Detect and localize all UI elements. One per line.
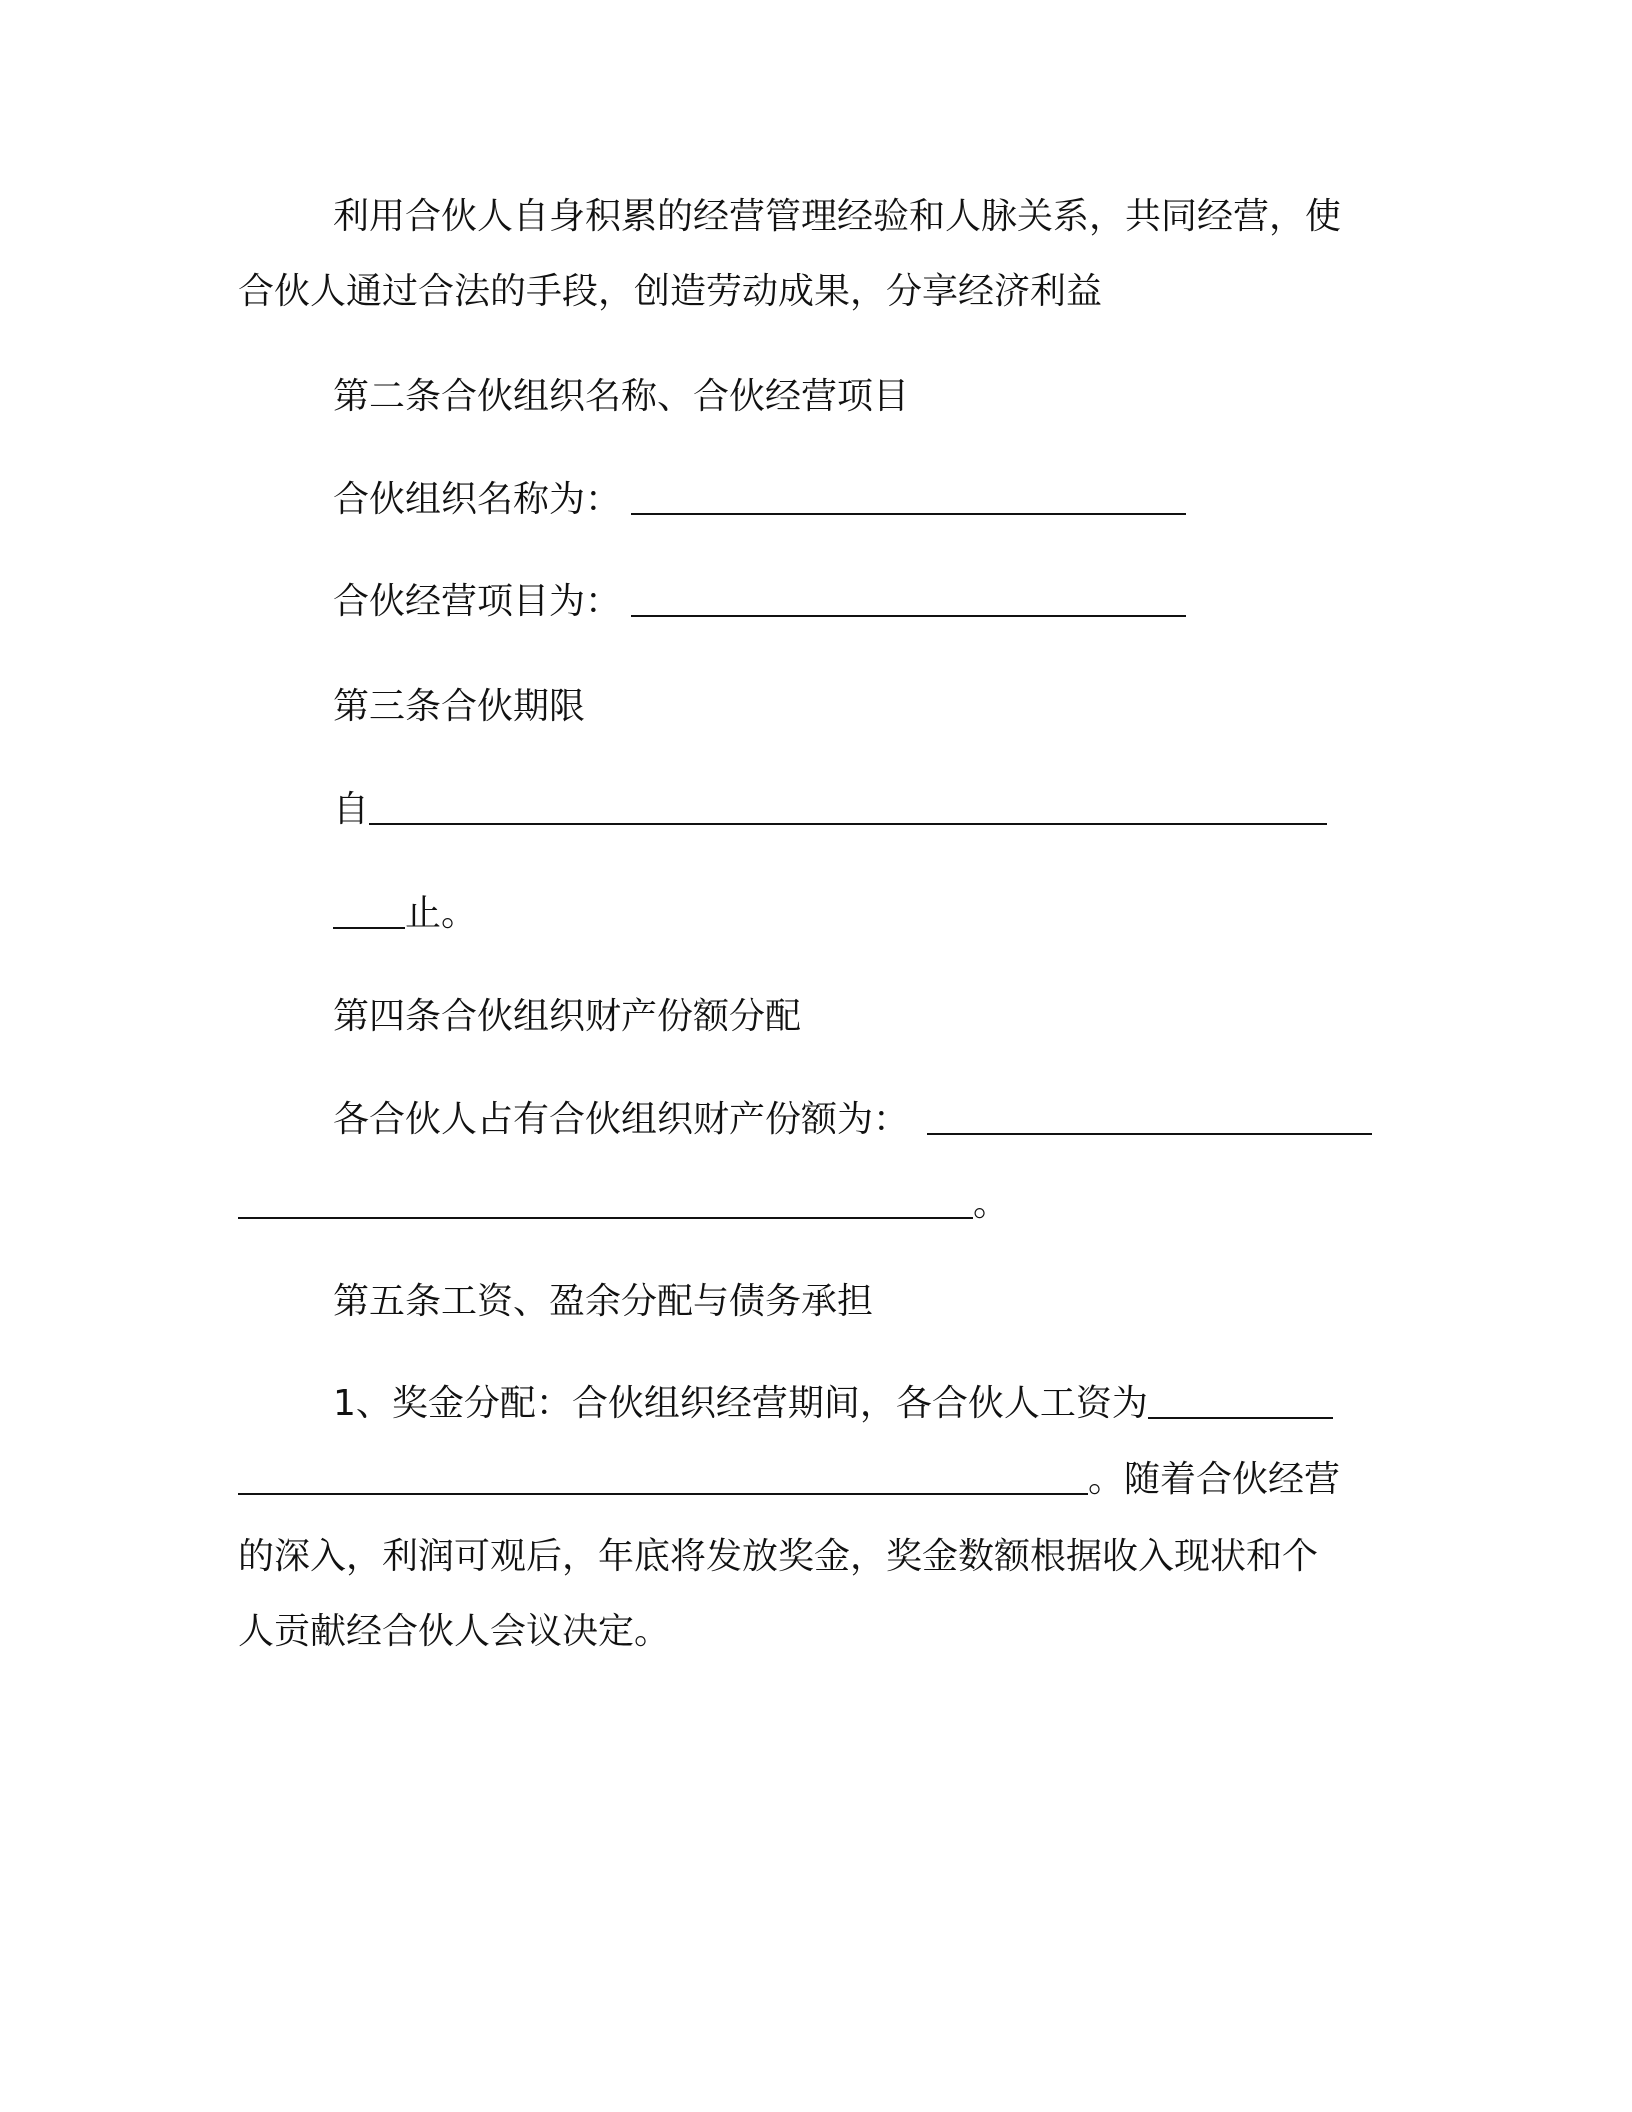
bonus-label: 1、奖金分配：合伙组织经营期间，各合伙人工资为 (333, 1383, 1148, 1424)
share-line-2 (238, 1182, 1009, 1226)
bonus-line-1 (333, 1382, 1333, 1426)
bonus-continue: 。随着合伙经营 (1088, 1459, 1341, 1500)
org-name-blank[interactable] (631, 483, 1186, 515)
salary-blank-2[interactable] (238, 1463, 1088, 1495)
project-line (333, 580, 1186, 624)
intro-line-1 (333, 195, 1341, 239)
term-until-label: 止。 (405, 893, 478, 934)
salary-blank-1[interactable] (1148, 1387, 1333, 1419)
term-from-line (333, 788, 1327, 832)
intro-text-1: 利用合伙人自身积累的经营管理经验和人脉关系，共同经营，使 (333, 196, 1342, 237)
intro-text-2: 合伙人通过合法的手段，创造劳动成果，分享经济利益 (238, 271, 1103, 312)
article-5-heading: 第五条工资、盈余分配与债务承担 (333, 1281, 874, 1322)
share-blank-1[interactable] (927, 1103, 1372, 1135)
bonus-line-4: 人贡献经合伙人会议决定。 (238, 1611, 671, 1652)
bonus-line-3: 的深入，利润可观后，年底将发放奖金，奖金数额根据收入现状和个 (238, 1536, 1319, 1577)
org-name-label: 合伙组织名称为： (333, 479, 622, 520)
share-blank-2[interactable] (238, 1187, 973, 1219)
share-label: 各合伙人占有合伙组织财产份额为： (333, 1099, 910, 1140)
article-3-heading: 第三条合伙期限 (333, 686, 586, 727)
article-4-heading: 第四条合伙组织财产份额分配 (333, 996, 802, 1037)
article-2-heading: 第二条合伙组织名称、合伙经营项目 (333, 376, 910, 417)
share-line-1 (333, 1098, 1372, 1142)
term-until-blank[interactable] (333, 897, 405, 929)
org-name-line (333, 478, 1186, 522)
share-end: 。 (973, 1183, 1010, 1224)
bonus-line-2 (238, 1458, 1340, 1502)
project-label: 合伙经营项目为： (333, 581, 622, 622)
intro-line-2 (238, 270, 1102, 314)
project-blank[interactable] (631, 585, 1186, 617)
term-from-label: 自 (333, 789, 370, 830)
term-until-line (333, 892, 477, 936)
term-from-blank[interactable] (369, 793, 1327, 825)
